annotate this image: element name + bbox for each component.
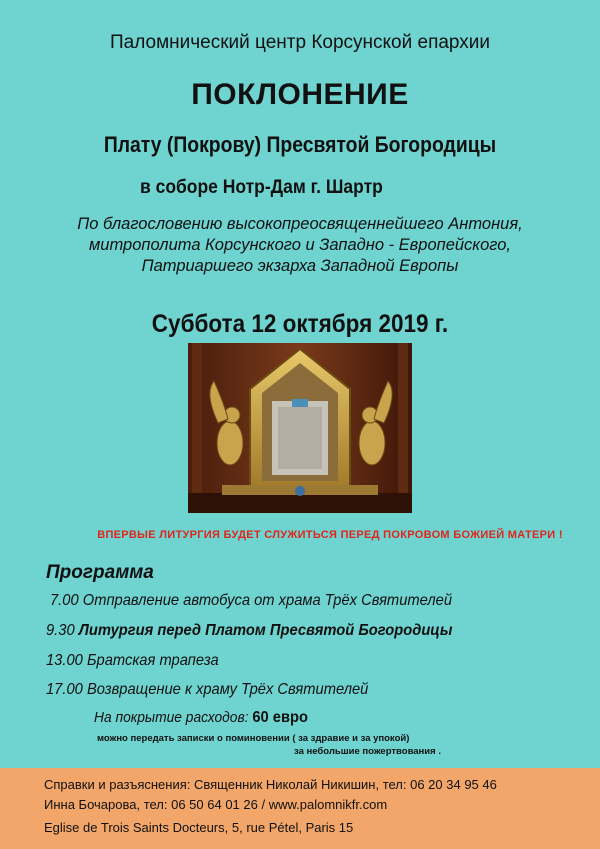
blessing-line-1: По благословению высокопреосвященнейшего Антония, — [77, 215, 523, 233]
program-time: 17.00 — [46, 681, 83, 698]
blessing-text — [0, 214, 600, 277]
program-text: Литургия перед Платом Пресвятой Богородицы — [78, 622, 453, 639]
program-text: Возвращение к храму Трёх Святителей — [86, 681, 369, 698]
notes-line-2: за небольшие пожертвования . — [294, 746, 441, 757]
poster-subtitle: Плату (Покрову) Пресвятой Богородицы — [103, 132, 497, 157]
notice-text: ВПЕРВЫЕ ЛИТУРГИЯ БУДЕТ СЛУЖИТЬСЯ ПЕРЕД ПОКРОВОМ БОЖИЕЙ МАТЕРИ ! — [97, 529, 563, 541]
cost-amount: 60 евро — [252, 709, 309, 726]
program-title: Программа — [46, 562, 154, 583]
event-date: Суббота 12 октября 2019 г. — [151, 310, 449, 338]
program-item — [46, 681, 368, 699]
program-time: 9.30 — [46, 622, 75, 639]
contact-line-2: Инна Бочарова, тел: 06 50 64 01 26 / www.palomnikfr.com — [44, 797, 388, 812]
program-item — [50, 592, 452, 610]
program-time: 13.00 — [46, 652, 83, 669]
cost-line — [94, 709, 308, 727]
location-line: в соборе Нотр-Дам г. Шартр — [140, 177, 383, 198]
contact-line-1: Справки и разъяснения: Священник Николай Никишин, тел: 06 20 34 95 46 — [44, 777, 497, 792]
program-item — [46, 652, 219, 670]
program-text: Отправление автобуса от храма Трёх Святителей — [82, 592, 453, 609]
contact-address: Eglise de Trois Saints Docteurs, 5, rue Pétel, Paris 15 — [44, 820, 354, 835]
program-time: 7.00 — [50, 592, 79, 609]
blessing-line-3: Патриаршего экзарха Западной Европы — [141, 257, 459, 275]
poster-title: ПОКЛОНЕНИЕ — [191, 78, 409, 111]
blessing-line-2: митрополита Корсунского и Западно - Европейского, — [88, 236, 511, 254]
notes-line-1: можно передать записки о поминовении ( за здравие и за упокой) — [97, 733, 410, 744]
organization-name: Паломнический центр Корсунской епархии — [110, 32, 490, 53]
cost-label: На покрытие расходов: — [94, 709, 249, 726]
program-item — [46, 622, 452, 640]
contact-footer — [0, 768, 600, 849]
reliquary-photo — [188, 343, 412, 513]
program-text: Братская трапеза — [86, 652, 219, 669]
